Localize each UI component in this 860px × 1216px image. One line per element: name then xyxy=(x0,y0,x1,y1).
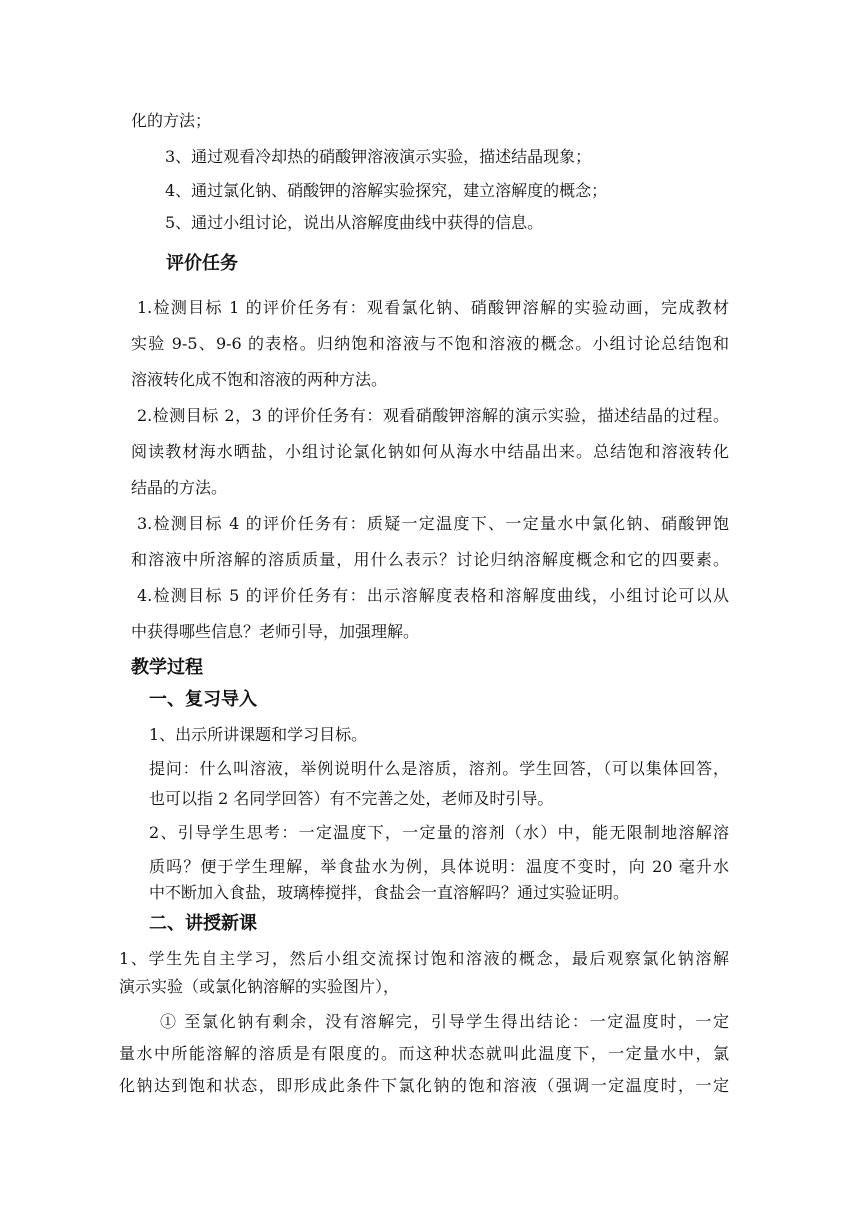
text-line: 2、引导学生思考：一定温度下，一定量的溶剂（水）中，能无限制地溶解溶 xyxy=(149,823,729,842)
text-line: 1、出示所讲课题和学习目标。 xyxy=(149,725,368,744)
section-heading: 教学过程 xyxy=(131,657,203,678)
subsection-heading: 一、复习导入 xyxy=(149,689,257,710)
text-line: 中获得哪些信息？老师引导，加强理解。 xyxy=(131,622,420,641)
text-line: 1.检测目标 1 的评价任务有：观看氯化钠、硝酸钾溶解的实验动画，完成教材 xyxy=(137,298,729,317)
text-line: 4.检测目标 5 的评价任务有：出示溶解度表格和溶解度曲线，小组讨论可以从 xyxy=(137,586,729,605)
text-line: 4、通过氯化钠、硝酸钾的溶解实验探究，建立溶解度的概念； xyxy=(165,181,608,200)
text-line: 化的方法； xyxy=(131,111,212,130)
text-line: 也可以指 2 名同学回答）有不完善之处，老师及时引导。 xyxy=(149,789,554,808)
text-line: 结晶的方法。 xyxy=(131,478,228,497)
text-line: 和溶液中所溶解的溶质质量，用什么表示？讨论归纳溶解度概念和它的四要素。 xyxy=(131,550,729,569)
text-line: 量水中所能溶解的溶质是有限度的。而这种状态就叫此温度下，一定量水中，氯 xyxy=(119,1044,729,1063)
subsection-heading: 二、讲授新课 xyxy=(149,913,257,934)
section-heading: 评价任务 xyxy=(166,253,238,274)
text-line: 3.检测目标 4 的评价任务有：质疑一定温度下、一定量水中氯化钠、硝酸钾饱 xyxy=(137,514,729,533)
text-line: 3、通过观看冷却热的硝酸钾溶液演示实验，描述结晶现象； xyxy=(165,147,592,166)
text-line: 阅读教材海水晒盐，小组讨论氯化钠如何从海水中结晶出来。总结饱和溶液转化 xyxy=(131,442,729,461)
text-line: 实验 9-5、9-6 的表格。归纳饱和溶液与不饱和溶液的概念。小组讨论总结饱和 xyxy=(131,334,729,353)
text-line: 提问：什么叫溶液，举例说明什么是溶质，溶剂。学生回答，（可以集体回答， xyxy=(149,759,729,778)
text-line: 5、通过小组讨论，说出从溶解度曲线中获得的信息。 xyxy=(165,213,544,232)
text-line: 中不断加入食盐，玻璃棒搅拌，食盐会一直溶解吗？通过实验证明。 xyxy=(149,883,630,902)
text-line: 1、学生先自主学习，然后小组交流探讨饱和溶液的概念，最后观察氯化钠溶解 xyxy=(119,949,729,968)
text-line: 2.检测目标 2，3 的评价任务有：观看硝酸钾溶解的演示实验，描述结晶的过程。 xyxy=(137,406,729,425)
text-line: 质吗？便于学生理解，举食盐水为例，具体说明：温度不变时，向 20 毫升水 xyxy=(149,857,729,876)
text-line: 溶液转化成不饱和溶液的两种方法。 xyxy=(131,370,388,389)
text-line: 演示实验（或氯化钠溶解的实验图片）， xyxy=(119,977,400,996)
text-line: ① 至氯化钠有剩余，没有溶解完，引导学生得出结论：一定温度时，一定 xyxy=(160,1012,729,1031)
text-line: 化钠达到饱和状态，即形成此条件下氯化钠的饱和溶液（强调一定温度时，一定 xyxy=(119,1076,729,1095)
